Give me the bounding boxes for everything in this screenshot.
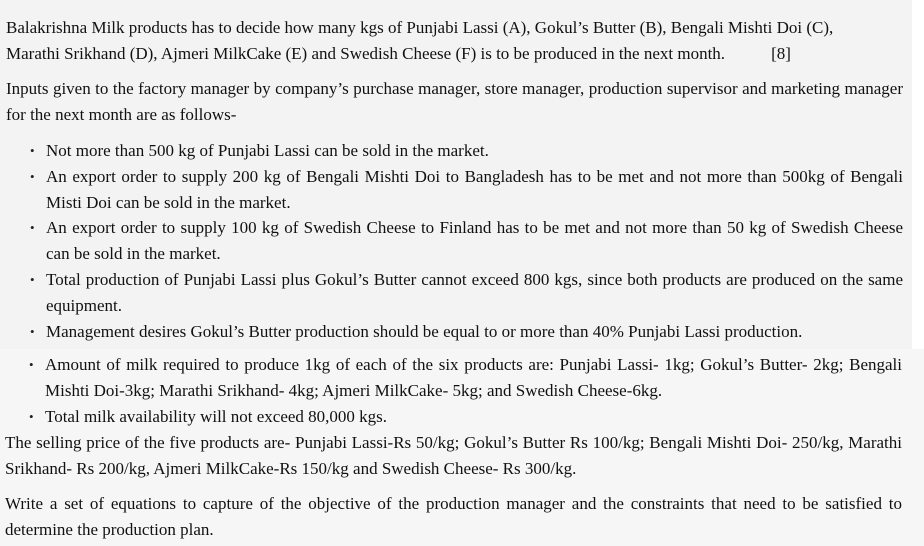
list-item: • An export order to supply 100 kg of Swedish Cheese to Finland has to be met and not more than 50 kg of Swedish Cheese can be sold in the market. <box>46 215 903 267</box>
constraints-list-a <box>46 138 903 344</box>
inputs-intro: Inputs given to the factory manager by company’s purchase manager, store manager, production supervisor and marketing manager for the next month are as follows- <box>6 79 903 124</box>
intro-line-2-row <box>6 41 904 67</box>
problem-intro <box>6 15 904 67</box>
marks-label: [8] <box>771 43 791 63</box>
intro-line-2: Marathi Srikhand (D), Ajmeri MilkCake (E) and Swedish Cheese (F) is to be produced in the next month. <box>6 43 726 63</box>
list-item: • Management desires Gokul’s Butter production should be equal to or more than 40% Punjabi Lassi production. <box>46 319 903 345</box>
list-item: • Total milk availability will not exceed 80,000 kgs. <box>45 404 902 430</box>
list-item: • Not more than 500 kg of Punjabi Lassi can be sold in the market. <box>46 138 903 164</box>
list-item: • An export order to supply 200 kg of Bengali Mishti Doi to Bangladesh has to be met and not more than 500kg of Bengali Misti Doi can be sold in the market. <box>46 164 903 216</box>
list-item: • Total production of Punjabi Lassi plus Gokul’s Butter cannot exceed 800 kgs, since both products are produced on the same equipment. <box>46 267 903 319</box>
selling-price-paragraph: The selling price of the five products are- Punjabi Lassi-Rs 50/kg; Gokul’s Butter Rs 100/kg; Bengali Mishti Doi- 250/kg, Marathi Srikhand- Rs 200/kg, Ajmeri MilkCake-Rs 150/kg and Swedish Cheese- Rs 300/kg. <box>5 433 902 478</box>
intro-line-1: Balakrishna Milk products has to decide how many kgs of Punjabi Lassi (A), Gokul’s Butter (B), Bengali Mishti Doi (C), <box>6 18 834 37</box>
list-item: • Amount of milk required to produce 1kg of each of the six products are: Punjabi Lassi- 1kg; Gokul’s Butter- 2kg; Bengali Mishti Doi-3kg; Marathi Srikhand- 4kg; Ajmeri MilkCake- 5kg; and Swedish Cheese-6kg. <box>45 352 902 404</box>
task-paragraph: Write a set of equations to capture of the objective of the production manager and the constraints that need to be satisfied to determine the production plan. <box>5 494 902 539</box>
constraints-list-b <box>45 352 902 429</box>
